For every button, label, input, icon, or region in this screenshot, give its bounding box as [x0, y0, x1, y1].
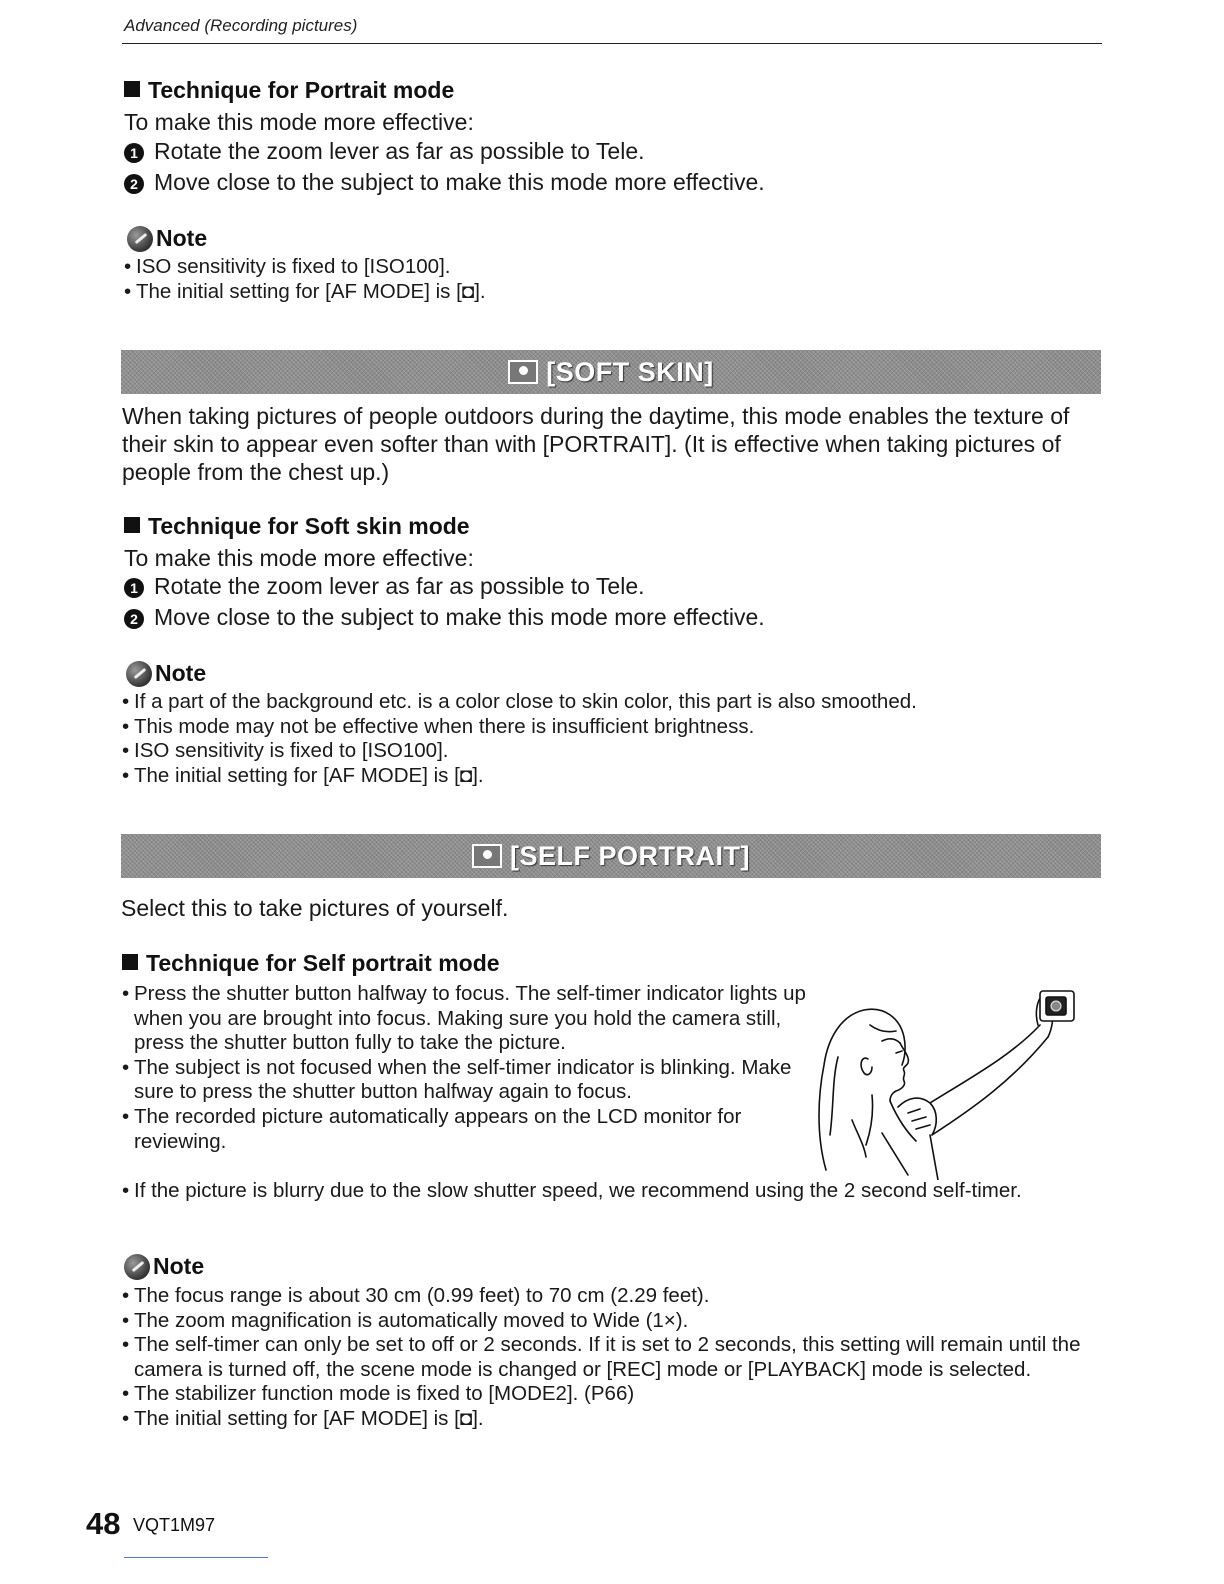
soft-skin-description: When taking pictures of people outdoors during the daytime, this mode enables the texture of their skin to appear even softer than with [PORTRAIT]. (It is effective when taking pictures of people from the chest up.)	[122, 403, 1070, 485]
note-item: • The zoom magnification is automatically moved to Wide (1×).	[122, 1309, 1082, 1334]
self-portrait-technique-bullets	[122, 982, 806, 1154]
circled-number-icon: 1	[124, 578, 144, 598]
step-text: Rotate the zoom lever as far as possible to Tele.	[154, 138, 645, 164]
self-portrait-technique-bullets-cont	[122, 1179, 1082, 1204]
document-code: VQT1M97	[133, 1515, 216, 1535]
self-portrait-section-bar	[121, 834, 1101, 878]
soft-skin-step	[124, 604, 765, 631]
note-label: Note	[156, 225, 208, 251]
self-portrait-note-heading	[124, 1253, 204, 1280]
heading-text: Technique for Self portrait mode	[146, 950, 500, 976]
square-bullet-icon	[124, 517, 140, 533]
self-portrait-mode-icon	[472, 844, 502, 868]
self-portrait-illustration	[812, 985, 1084, 1180]
note-label: Note	[153, 1253, 205, 1279]
section-title: [SELF PORTRAIT]	[510, 840, 750, 871]
technique-item: • The subject is not focused when the self-timer indicator is blinking. Make sure to press the shutter button halfway again to focus.	[122, 1056, 806, 1105]
footer-rule	[124, 1557, 268, 1558]
note-item: • The initial setting for [AF MODE] is [◘].	[124, 280, 1104, 305]
heading-text: Technique for Portrait mode	[148, 77, 455, 103]
note-item: • The initial setting for [AF MODE] is [◘].	[122, 1407, 1082, 1432]
note-item: • This mode may not be effective when there is insufficient brightness.	[122, 715, 1102, 740]
step-text: Rotate the zoom lever as far as possible to Tele.	[154, 573, 645, 599]
square-bullet-icon	[122, 954, 138, 970]
note-item: • The stabilizer function mode is fixed to [MODE2]. (P66)	[122, 1382, 1082, 1407]
step-text: Move close to the subject to make this mode more effective.	[154, 604, 765, 630]
technique-item: • The recorded picture automatically appears on the LCD monitor for reviewing.	[122, 1105, 806, 1154]
portrait-note-heading	[127, 225, 207, 252]
note-item: • The self-timer can only be set to off or 2 seconds. If it is set to 2 seconds, this setting will remain until the camera is turned off, the scene mode is changed or [REC] mode or [PLAYBACK] mode is selected.	[122, 1333, 1082, 1382]
portrait-step	[124, 169, 765, 196]
note-item: • ISO sensitivity is fixed to [ISO100].	[124, 255, 1104, 280]
note-item: • If a part of the background etc. is a color close to skin color, this part is also smoothed.	[122, 690, 1102, 715]
soft-skin-notes	[122, 690, 1102, 788]
self-portrait-notes	[122, 1284, 1082, 1432]
square-bullet-icon	[124, 81, 140, 97]
soft-skin-step	[124, 573, 645, 600]
circled-number-icon: 2	[124, 609, 144, 629]
note-item: • The focus range is about 30 cm (0.99 feet) to 70 cm (2.29 feet).	[122, 1284, 1082, 1309]
note-label: Note	[155, 660, 207, 686]
section-title: [SOFT SKIN]	[546, 356, 714, 387]
header-rule	[122, 43, 1102, 44]
note-pencil-icon	[124, 1254, 150, 1280]
technique-item: • Press the shutter button halfway to focus. The self-timer indicator lights up when you are brought into focus. Making sure you hold the camera still, press the shutter button fully to take the picture.	[122, 982, 806, 1056]
soft-skin-intro: To make this mode more effective:	[124, 545, 474, 571]
circled-number-icon: 1	[124, 143, 144, 163]
running-header: Advanced (Recording pictures)	[124, 16, 358, 35]
soft-skin-section-bar	[121, 350, 1101, 394]
portrait-intro: To make this mode more effective:	[124, 109, 474, 135]
heading-text: Technique for Soft skin mode	[148, 513, 470, 539]
note-pencil-icon	[126, 661, 152, 687]
technique-item: • If the picture is blurry due to the slow shutter speed, we recommend using the 2 second self-timer.	[122, 1179, 1082, 1204]
soft-skin-technique-heading	[124, 513, 470, 540]
note-item: • The initial setting for [AF MODE] is [◘].	[122, 764, 1102, 789]
page-number: 48	[86, 1506, 121, 1541]
self-portrait-description: Select this to take pictures of yourself.	[121, 895, 509, 921]
self-portrait-technique-heading	[122, 950, 500, 977]
step-text: Move close to the subject to make this mode more effective.	[154, 169, 765, 195]
portrait-technique-heading	[124, 77, 454, 104]
portrait-step	[124, 138, 645, 165]
circled-number-icon: 2	[124, 174, 144, 194]
note-pencil-icon	[127, 226, 153, 252]
soft-skin-mode-icon	[508, 360, 538, 384]
note-item: • ISO sensitivity is fixed to [ISO100].	[122, 739, 1102, 764]
portrait-notes	[124, 255, 1104, 304]
soft-skin-note-heading	[126, 660, 206, 687]
